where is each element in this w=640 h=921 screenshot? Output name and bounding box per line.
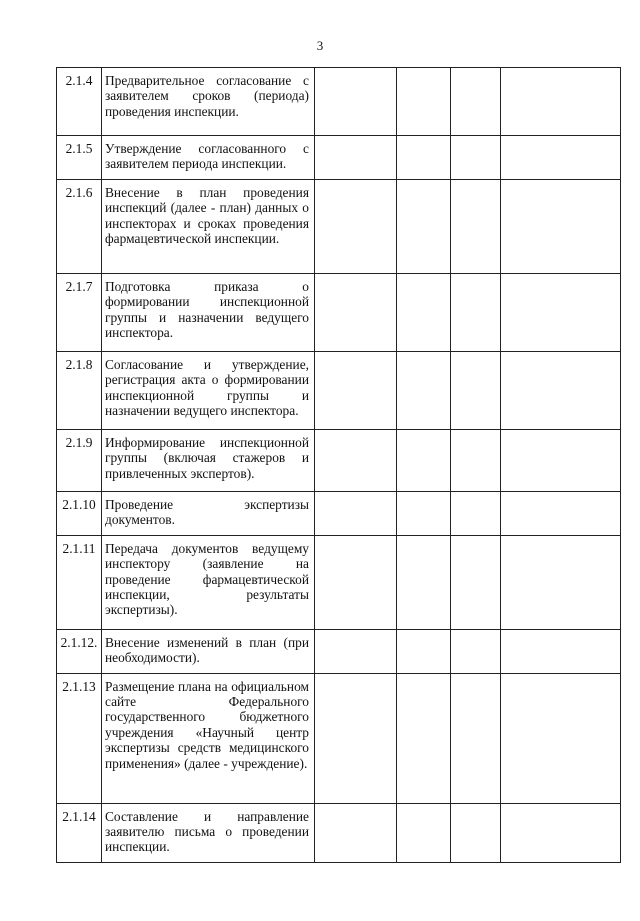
empty-cell — [451, 351, 501, 429]
empty-cell — [501, 629, 621, 673]
empty-cell — [315, 491, 397, 535]
table-row — [57, 673, 621, 803]
table-row — [57, 491, 621, 535]
empty-cell — [501, 803, 621, 862]
table-row — [57, 429, 621, 491]
empty-cell — [315, 535, 397, 629]
item-number: 2.1.13 — [57, 673, 102, 803]
page-number: 3 — [316, 38, 324, 53]
empty-cell — [451, 68, 501, 136]
table-body — [57, 68, 621, 863]
item-description: Передача документов ведущему инспектору (заявление на проведение фармацевтической инспекции, результаты экспертизы). — [102, 535, 315, 629]
table-row — [57, 803, 621, 862]
item-number: 2.1.9 — [57, 429, 102, 491]
empty-cell — [397, 429, 451, 491]
item-number: 2.1.7 — [57, 273, 102, 351]
empty-cell — [501, 673, 621, 803]
item-description: Проведение экспертизы документов. — [102, 491, 315, 535]
empty-cell — [501, 136, 621, 180]
empty-cell — [315, 629, 397, 673]
empty-cell — [501, 429, 621, 491]
empty-cell — [501, 273, 621, 351]
empty-cell — [397, 491, 451, 535]
empty-cell — [315, 673, 397, 803]
empty-cell — [397, 136, 451, 180]
empty-cell — [451, 273, 501, 351]
empty-cell — [397, 629, 451, 673]
item-description: Согласование и утверждение, регистрация акта о формировании инспекционной группы и назначении ведущего инспектора. — [102, 351, 315, 429]
empty-cell — [501, 68, 621, 136]
item-description: Составление и направление заявителю письма о проведении инспекции. — [102, 803, 315, 862]
item-number: 2.1.8 — [57, 351, 102, 429]
empty-cell — [451, 803, 501, 862]
empty-cell — [315, 429, 397, 491]
empty-cell — [397, 351, 451, 429]
empty-cell — [397, 535, 451, 629]
empty-cell — [315, 179, 397, 273]
empty-cell — [315, 803, 397, 862]
item-number: 2.1.11 — [57, 535, 102, 629]
empty-cell — [451, 535, 501, 629]
empty-cell — [397, 803, 451, 862]
empty-cell — [397, 673, 451, 803]
item-number: 2.1.12. — [57, 629, 102, 673]
item-number: 2.1.5 — [57, 136, 102, 180]
item-number: 2.1.6 — [57, 179, 102, 273]
empty-cell — [315, 136, 397, 180]
table-row — [57, 535, 621, 629]
item-description: Утверждение согласованного с заявителем периода инспекции. — [102, 136, 315, 180]
empty-cell — [397, 273, 451, 351]
empty-cell — [501, 351, 621, 429]
empty-cell — [315, 273, 397, 351]
item-number: 2.1.14 — [57, 803, 102, 862]
table-row — [57, 68, 621, 136]
empty-cell — [451, 179, 501, 273]
procedure-table — [56, 67, 621, 863]
item-description: Предварительное согласование с заявителем сроков (периода) проведения инспекции. — [102, 68, 315, 136]
table-row — [57, 629, 621, 673]
empty-cell — [501, 179, 621, 273]
empty-cell — [451, 136, 501, 180]
empty-cell — [315, 68, 397, 136]
empty-cell — [451, 673, 501, 803]
table-row — [57, 351, 621, 429]
item-number: 2.1.4 — [57, 68, 102, 136]
empty-cell — [451, 491, 501, 535]
empty-cell — [451, 629, 501, 673]
table-row — [57, 136, 621, 180]
table-row — [57, 179, 621, 273]
empty-cell — [397, 68, 451, 136]
item-number: 2.1.10 — [57, 491, 102, 535]
empty-cell — [315, 351, 397, 429]
item-description: Внесение в план проведения инспекций (далее - план) данных о инспекторах и сроках проведения фармацевтической инспекции. — [102, 179, 315, 273]
item-description: Информирование инспекционной группы (включая стажеров и привлеченных экспертов). — [102, 429, 315, 491]
empty-cell — [501, 491, 621, 535]
empty-cell — [501, 535, 621, 629]
item-description: Размещение плана на официальном сайте Федерального государственного бюджетного учреждения «Научный центр экспертизы средств медицинского применения» (далее - учреждение). — [102, 673, 315, 803]
item-description: Подготовка приказа о формировании инспекционной группы и назначении ведущего инспектора. — [102, 273, 315, 351]
table-row — [57, 273, 621, 351]
empty-cell — [451, 429, 501, 491]
item-description: Внесение изменений в план (при необходимости). — [102, 629, 315, 673]
empty-cell — [397, 179, 451, 273]
